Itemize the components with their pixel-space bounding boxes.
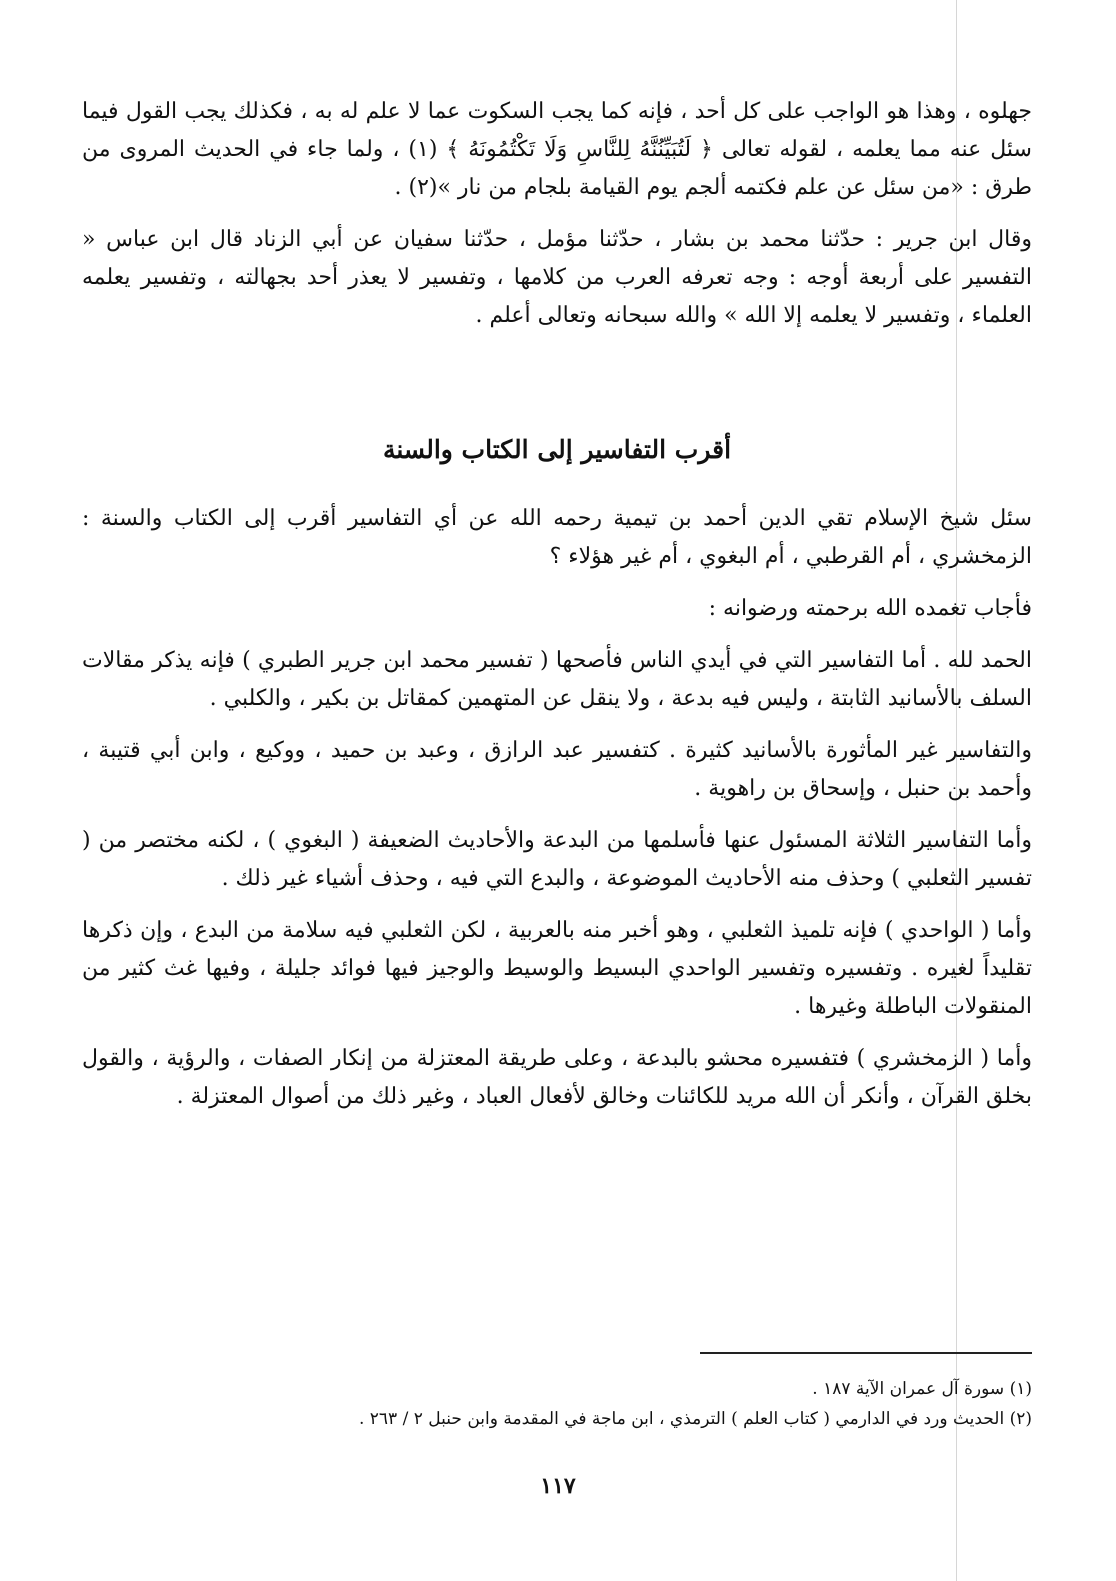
footnote-2: (٢) الحديث ورد في الدارمي ( كتاب العلم ) الترمذي ، ابن ماجة في المقدمة وابن حنبل ٢ / ٢٦٣ . xyxy=(358,1409,1032,1429)
page-number: ١١٧ xyxy=(540,1473,576,1499)
footnotes xyxy=(82,1374,1032,1434)
section-heading: أقرب التفاسير إلى الكتاب والسنة xyxy=(382,435,732,464)
body-paragraph: وأما التفاسير الثلاثة المسئول عنها فأسلمها من البدعة والأحاديث الضعيفة ( البغوي ) ، لكنه مختصر من ( تفسير الثعلبي ) وحذف منه الأحاديث الموضوعة ، والبدع التي فيه ، وحذف أشياء غير ذلك . xyxy=(82,828,1032,891)
body-paragraph: الحمد لله . أما التفاسير التي في أيدي الناس فأصحها ( تفسير محمد ابن جرير الطبري ) فإنه يذكر مقالات السلف بالأسانيد الثابتة ، وليس فيه بدعة ، ولا ينقل عن المتهمين كمقاتل بن بكير ، والكلبي . xyxy=(82,648,1032,711)
body-paragraph: سئل شيخ الإسلام تقي الدين أحمد بن تيمية رحمه الله عن أي التفاسير أقرب إلى الكتاب والسنة : الزمخشري ، أم القرطبي ، أم البغوي ، أم غير هؤلاء ؟ xyxy=(82,506,1032,569)
body-paragraph: والتفاسير غير المأثورة بالأسانيد كثيرة . كتفسير عبد الرازق ، وعبد بن حميد ، ووكيع ، وابن أبي قتيبة ، وأحمد بن حنبل ، وإسحاق بن راهوية . xyxy=(82,738,1032,801)
intro-text xyxy=(82,93,1032,349)
intro-paragraph-1: جهلوه ، وهذا هو الواجب على كل أحد ، فإنه كما يجب السكوت عما لا علم له به ، فكذلك يجب القول فيما سئل عنه مما يعلمه ، لقوله تعالى ﴿ لَتُبَيِّنُنَّهُ لِلنَّاسِ وَلَا تَكْتُمُونَهُ ﴾ (١) ، ولما جاء في الحديث المروى من طرق : «من سئل عن علم فكتمه ألجم يوم القيامة بلجام من نار »(٢) . xyxy=(82,99,1032,200)
footnote-divider xyxy=(700,1352,1032,1354)
intro-paragraph-2: وقال ابن جرير : حدّثنا محمد بن بشار ، حدّثنا مؤمل ، حدّثنا سفيان عن أبي الزناد قال ابن عباس « التفسير على أربعة أوجه : وجه تعرفه العرب من كلامها ، وتفسير لا يعذر أحد بجهالته ، وتفسير يعلمه العلماء ، وتفسير لا يعلمه إلا الله » والله سبحانه وتعالى أعلم . xyxy=(82,227,1032,328)
body-paragraph: فأجاب تغمده الله برحمته ورضوانه : xyxy=(708,596,1032,621)
footnote-1: (١) سورة آل عمران الآية ١٨٧ . xyxy=(812,1379,1032,1399)
body-paragraph: وأما ( الزمخشري ) فتفسيره محشو بالبدعة ، وعلى طريقة المعتزلة من إنكار الصفات ، والرؤية ، والقول بخلق القرآن ، وأنكر أن الله مريد للكائنات وخالق لأفعال العباد ، وغير ذلك من أصوال المعتزلة . xyxy=(82,1046,1032,1109)
body-paragraph: وأما ( الواحدي ) فإنه تلميذ الثعلبي ، وهو أخبر منه بالعربية ، لكن الثعلبي فيه سلامة من البدع ، وإن ذكرها تقليداً لغيره . وتفسيره وتفسير الواحدي البسيط والوسيط والوجيز فيها فوائد جليلة ، وفيها غث كثير من المنقولات الباطلة وغيرها . xyxy=(82,918,1032,1019)
section-body xyxy=(82,500,1032,1130)
